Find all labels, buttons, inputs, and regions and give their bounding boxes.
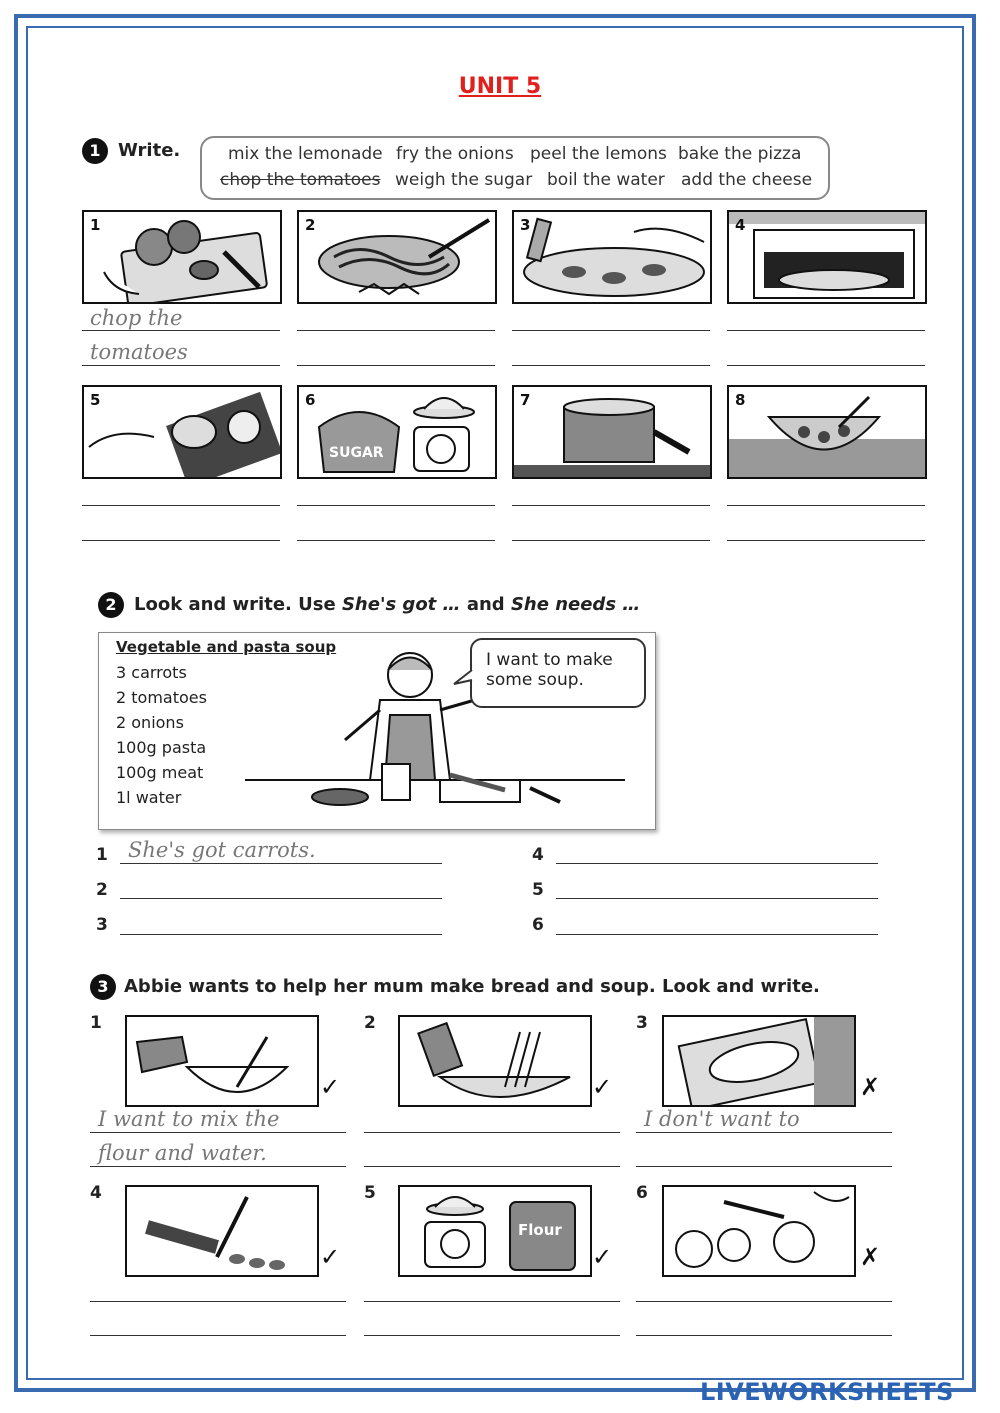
baking-bread-illustration [664, 1017, 854, 1105]
line-number: 1 [96, 845, 108, 865]
answer-line [82, 505, 280, 506]
check-mark: ✓ [592, 1073, 613, 1101]
example-answer: chop the [90, 306, 183, 330]
weighing-sugar-illustration [299, 387, 495, 477]
word-bank-item: boil the water [547, 170, 665, 190]
recipe-item: 1l water [116, 788, 182, 807]
example-answer: I want to mix the [98, 1107, 280, 1131]
answer-line [512, 330, 710, 331]
example-answer: She's got carrots. [128, 838, 316, 862]
unit-title: UNIT 5 [458, 74, 542, 99]
adding-cheese-illustration [514, 212, 710, 302]
recipe-item: 3 carrots [116, 663, 187, 682]
answer-line [636, 1132, 892, 1133]
answer-line [556, 934, 878, 935]
answer-line [512, 365, 710, 366]
line-number: 6 [532, 915, 544, 935]
answer-line [120, 863, 442, 864]
example-answer: I don't want to [644, 1107, 800, 1131]
baking-pizza-illustration [729, 212, 925, 302]
panel-number: 2 [364, 1013, 376, 1033]
answer-line [727, 505, 925, 506]
answer-line [364, 1301, 620, 1302]
weighing-flour-illustration [400, 1187, 590, 1275]
flour-bag-label: Flour [518, 1221, 562, 1239]
answer-line [727, 540, 925, 541]
speech-bubble-tail [452, 668, 476, 688]
check-mark: ✓ [320, 1073, 341, 1101]
answer-line [297, 330, 495, 331]
bread-picture-5 [398, 1185, 592, 1277]
answer-line [120, 934, 442, 935]
chopping-carrots-illustration [127, 1187, 317, 1275]
word-bank-item: add the cheese [681, 170, 813, 190]
recipe-title: Vegetable and pasta soup [116, 638, 337, 656]
answer-line [90, 1335, 346, 1336]
frying-onions-illustration [299, 212, 495, 302]
mixing-lemonade-illustration [729, 387, 925, 477]
answer-line [727, 330, 925, 331]
exercise-2-number: 2 [98, 592, 124, 618]
example-answer: flour and water. [98, 1141, 267, 1165]
answer-line [512, 505, 710, 506]
cooking-picture-4 [727, 210, 927, 304]
exercise-2-instruction: Look and write. Use She's got … and She needs … [134, 594, 641, 615]
panel-number: 5 [364, 1183, 376, 1203]
peeling-lemons-illustration [84, 387, 280, 477]
panel-number: 4 [735, 216, 746, 234]
cooking-picture-7 [512, 385, 712, 479]
word-bank-item: fry the onions [396, 144, 514, 164]
line-number: 2 [96, 880, 108, 900]
answer-line [297, 505, 495, 506]
answer-line [364, 1335, 620, 1336]
example-answer: tomatoes [90, 340, 188, 364]
boiling-water-illustration [514, 387, 710, 477]
answer-line [512, 540, 710, 541]
answer-line [82, 540, 280, 541]
panel-number: 5 [90, 391, 101, 409]
panel-number: 6 [305, 391, 316, 409]
exercise-1-instruction: Write. [118, 140, 181, 161]
line-number: 5 [532, 880, 544, 900]
line-number: 4 [532, 845, 544, 865]
cooking-picture-5 [82, 385, 282, 479]
bread-picture-1 [125, 1015, 319, 1107]
word-bank-item-used: chop the tomatoes [220, 170, 381, 190]
line-number: 3 [96, 915, 108, 935]
answer-line [82, 365, 280, 366]
cooking-picture-8 [727, 385, 927, 479]
answer-line [364, 1132, 620, 1133]
answer-line [727, 365, 925, 366]
panel-number: 1 [90, 1013, 102, 1033]
recipe-item: 100g pasta [116, 738, 207, 757]
check-mark: ✓ [320, 1243, 341, 1271]
answer-line [90, 1166, 346, 1167]
cross-mark: ✗ [860, 1073, 881, 1101]
answer-line [556, 898, 878, 899]
panel-number: 3 [520, 216, 531, 234]
chopping-tomatoes-illustration [84, 212, 280, 302]
word-bank-item: weigh the sugar [395, 170, 533, 190]
answer-line [636, 1166, 892, 1167]
liveworksheets-logo: LIVEWORKSHEETS [700, 1378, 954, 1406]
cooking-picture-3 [512, 210, 712, 304]
recipe-item: 2 tomatoes [116, 688, 207, 707]
bread-picture-2 [398, 1015, 592, 1107]
answer-line [636, 1335, 892, 1336]
adding-pasta-illustration [400, 1017, 590, 1105]
answer-line [556, 863, 878, 864]
answer-line [297, 365, 495, 366]
panel-number: 7 [520, 391, 531, 409]
answer-line [82, 330, 280, 331]
word-bank-item: mix the lemonade [228, 144, 383, 164]
bread-picture-6 [662, 1185, 856, 1277]
panel-number: 6 [636, 1183, 648, 1203]
exercise-3-instruction: Abbie wants to help her mum make bread and soup. Look and write. [124, 976, 820, 997]
panel-number: 8 [735, 391, 746, 409]
recipe-item: 100g meat [116, 763, 204, 782]
word-bank-item: peel the lemons [530, 144, 667, 164]
word-bank-item: bake the pizza [678, 144, 802, 164]
panel-number: 2 [305, 216, 316, 234]
answer-line [297, 540, 495, 541]
answer-line [364, 1166, 620, 1167]
speech-bubble: I want to make some soup. [470, 638, 646, 708]
exercise-3-number: 3 [90, 974, 116, 1000]
cross-mark: ✗ [860, 1243, 881, 1271]
chopping-onions-illustration [664, 1187, 854, 1275]
answer-line [90, 1132, 346, 1133]
sugar-bag-label: SUGAR [329, 445, 384, 461]
cooking-picture-6 [297, 385, 497, 479]
exercise-1-number: 1 [82, 138, 108, 164]
check-mark: ✓ [592, 1243, 613, 1271]
cooking-picture-1 [82, 210, 282, 304]
answer-line [90, 1301, 346, 1302]
bread-picture-3 [662, 1015, 856, 1107]
bread-picture-4 [125, 1185, 319, 1277]
cooking-picture-2 [297, 210, 497, 304]
answer-line [636, 1301, 892, 1302]
panel-number: 3 [636, 1013, 648, 1033]
answer-line [120, 898, 442, 899]
panel-number: 1 [90, 216, 101, 234]
mixing-flour-water-illustration [127, 1017, 317, 1105]
recipe-item: 2 onions [116, 713, 184, 732]
panel-number: 4 [90, 1183, 102, 1203]
